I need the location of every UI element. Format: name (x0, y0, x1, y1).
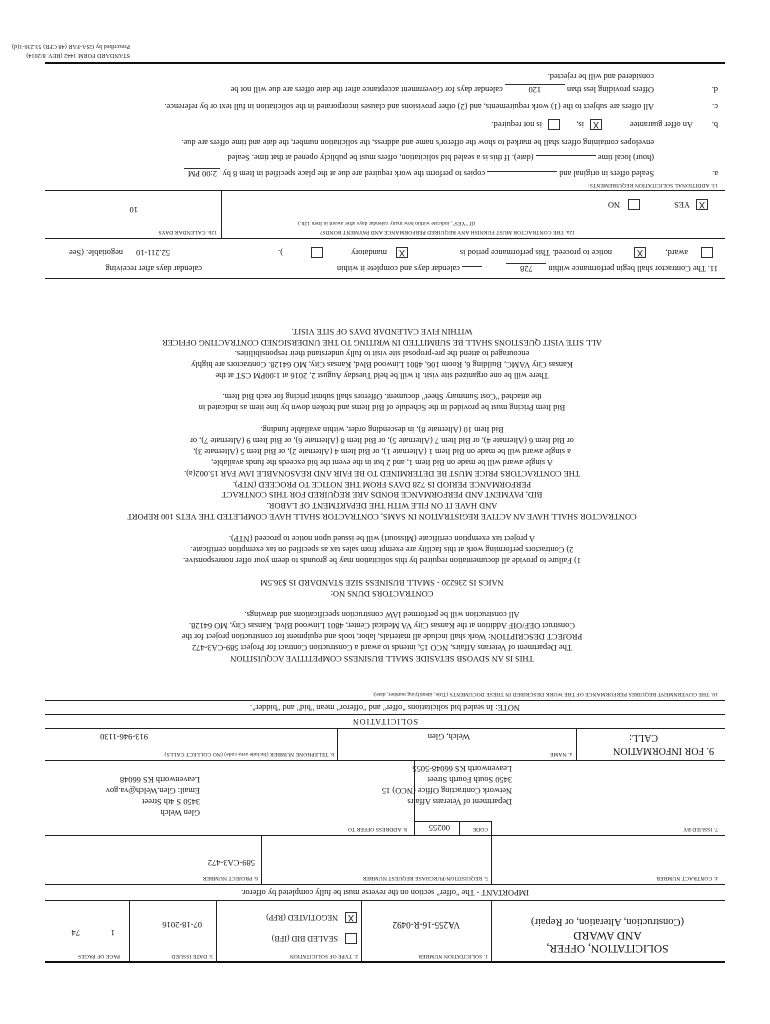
solicitation-text-line: encouraged to attend the pre-proposal site visit to fully understand their responsibilities. (234, 348, 530, 358)
divider (129, 901, 130, 962)
contract-number-label: 4. CONTRACT NUMBER (656, 875, 718, 881)
item13d-line1 (231, 84, 654, 94)
award-checkbox[interactable] (701, 247, 713, 258)
notice-label: notice to proceed. This performance period is (459, 248, 612, 257)
bonds-label: 12a. THE CONTRACTOR MUST FURNISH ANY REQUIRED PERFORMANCE AND PAYMENT BONDS? (319, 229, 575, 235)
negotiated-label: NEGOTIATED (RFP) (266, 913, 338, 922)
solicitation-text-line: the attached "Cost Summary Sheet" document. Offerors shall submit pricing for each Bid Item. (222, 392, 542, 402)
solicitation-text-line (62, 521, 702, 532)
item13a-letter: a. (712, 169, 718, 178)
date-issued: 07-18-2016 (162, 920, 202, 930)
solicitation-text-line: PERFORMANCE PERIOD IS 728 DAYS FROM THE NOTICE TO PROCEED (NTP). (232, 479, 532, 489)
address-line: Department of Veterans Affairs (407, 797, 512, 806)
requisition-number-label: 5. REQUISITION/PURCHASE REQUEST NUMBER (362, 875, 488, 881)
top-border (45, 961, 725, 963)
solicitation-number-label: 1. SOLICITATION NUMBER (418, 953, 488, 959)
negotiable-label: negotiable. (See (69, 248, 123, 257)
solicitation-text-line (62, 380, 702, 391)
sealed-bid-checkbox[interactable] (345, 933, 357, 944)
item13a-line1 (184, 168, 654, 178)
item13c-text: All offers are subject to the (1) work requirements, and (2) other provisions and clauses incorporated in the solicitation in full text or by reference. (164, 102, 654, 111)
guarantee-is-not-label: is not required. (491, 120, 542, 129)
solicitation-text-line (62, 565, 702, 576)
type-label: 2. TYPE OF SOLICITATION (289, 953, 358, 959)
copies-field[interactable] (487, 171, 557, 172)
negotiable-checkbox[interactable] (311, 247, 323, 258)
bonds-yes-label: YES (674, 200, 690, 209)
solicitation-text-line: or Bid Item 6 (Alternate 4), or Bid Item 7 (Alternate 5), or Bid Item 8 (Alternate 6), or Bid Item 9 (Alternate 7), or (190, 435, 574, 445)
solicitation-text-line: A single award will be made on Bid Item 1, and 2 but in the event the bid exceeds the funds available, (211, 457, 553, 467)
address-line: Leavenworth KS 66048 (119, 775, 200, 785)
divider (45, 760, 725, 761)
divider (261, 836, 262, 884)
divider (491, 822, 492, 835)
divider (45, 728, 725, 729)
address-line: Leavenworth KS 66048-5055 (412, 764, 512, 774)
date-issued-label: 3. DATE ISSUED (171, 953, 213, 959)
solicitation-text-line: Kansas City VAMC, Building 6, Room 106, 4801 Linwood Blvd, Kansas City, MO 64128. Contractors are highly (191, 359, 573, 369)
divider (45, 700, 725, 701)
divider (221, 191, 222, 238)
for-information-label: 9. FOR INFORMATION (613, 745, 714, 756)
divider (216, 901, 217, 962)
solicitation-heading: SOLICITATION (351, 717, 419, 726)
divider (45, 278, 725, 279)
bonds-no-label: NO (607, 200, 620, 209)
prescribed-by: Prescribed by GSA-FAR (48 CFR) 53.236-1(d) (11, 43, 130, 49)
guarantee-is-label: is, (576, 120, 584, 129)
divider (459, 822, 460, 835)
divider (576, 729, 577, 760)
acceptance-days[interactable]: 120 (505, 84, 565, 94)
mandatory-checkbox[interactable]: X (396, 247, 408, 258)
solicitation-text-line: WITHIN FIVE CALENDAR DAYS OF SITE VISIT. (291, 326, 473, 336)
solicitation-text-line: AND HAVE IT ON FILE WITH THE DEPARTMENT OF LABOR. (266, 501, 498, 511)
solicitation-text-line: a single award will be made on Bid Item 1 (Alternate 1), or Bid Item 4 (Alternate 2), or Bid Item 5 (Alternate 3), (193, 446, 571, 456)
due-time[interactable]: 2:00 PM (184, 168, 220, 178)
sealed-bid-label: SEALED BID (IFB) (271, 934, 338, 943)
issued-by-label: 7. ISSUED BY (683, 826, 718, 832)
issued-by-address (382, 762, 512, 806)
solicitation-text-line: Bid Item 10 (Alternate 8), in descending order, within available funding. (260, 425, 504, 435)
address-offer-to-label: 8. ADDRESS OFFER TO (347, 826, 407, 832)
solicitation-text-line: Bid Item Pricing must be provided in the Schedule of Bid Items and broken down by line item as indicated in (198, 403, 566, 413)
item11-text-b: calendar days and complete it within (336, 264, 460, 273)
code-label: CODE (472, 826, 488, 832)
negotiated-checkbox[interactable]: X (345, 912, 357, 923)
divider (491, 901, 492, 962)
item13a-text: (date). If this is a sealed bid solicitation, offers must be publicly opened at that time. Sealed (227, 153, 534, 162)
solicitation-text-line: A project tax exemption certificate (Missouri) will be issued upon notice to proceed (NTP). (228, 534, 536, 544)
solicitation-text-line: BID, PAYMENT AND PERFORMANCE BONDS ARE REQUIRED FOR THIS CONTRACT (221, 490, 543, 500)
item13a-line2 (227, 153, 654, 162)
project-number: 589-CA3-472 (207, 858, 255, 868)
calendar-days: 10 (129, 205, 138, 215)
divider (45, 238, 725, 239)
item13a-text: Sealed offers in original and (559, 169, 654, 178)
form-number: STANDARD FORM 1442 (REV. 8/2014) (26, 52, 130, 58)
solicitation-description (62, 325, 702, 663)
guarantee-is-not-checkbox[interactable] (548, 119, 560, 130)
address-offer-to (106, 773, 200, 817)
form-title-line: SOLICITATION, OFFER, (546, 942, 669, 954)
sealed-bid-note: NOTE: In sealed bid solicitations "offer" and "offeror" mean "bid" and "bidder". (250, 703, 520, 712)
item13b-letter: b. (711, 120, 718, 129)
bonds-yes-checkbox[interactable]: X (696, 199, 708, 210)
due-date[interactable] (536, 155, 596, 156)
contact-name: Welch, Glen (427, 732, 470, 742)
item11-line1b (337, 264, 482, 273)
solicitation-text-line: THIS IS AN SDVOSB SETASIDE SMALL BUSINESS COMPETITIVE ACQUISITION (230, 654, 534, 663)
solicitation-text-line: All construction will be performed IAW construction specifications and drawings. (244, 610, 520, 620)
solicitation-text-line: CONTRACTORS DUNS NO: (330, 588, 434, 598)
important-note: IMPORTANT - The "offer" section on the reverse must be fully completed by offeror. (241, 888, 529, 897)
divider (491, 836, 492, 884)
solicitation-text-line: PROJECT DESCRIPTION: Work shall include all materials, labor, tools and equipment for construction project for the (181, 632, 583, 642)
page-of-pages-label: PAGE OF PAGES (78, 953, 120, 959)
address-line: 3450 South Fourth Street (427, 775, 512, 785)
page-number: 1 (110, 928, 115, 938)
item13a-text: (hour) local time (597, 153, 654, 162)
item11-text-c: calendar days after receiving (105, 264, 202, 273)
negotiable-ref: 52.211-10 (136, 248, 170, 257)
item13d-letter: d. (711, 85, 718, 94)
award-label: award, (665, 248, 688, 257)
divider (45, 835, 725, 836)
address-line: Glen Welch (160, 808, 200, 817)
complete-days[interactable] (462, 266, 482, 267)
item11-text-a: 11. The Contractor shall begin performance within (548, 264, 718, 273)
divider (415, 821, 492, 822)
solicitation-text-line (62, 412, 702, 423)
item13a-line3: envelopes containing offers shall be marked to show the offeror's name and address, the solicitation number, the date and time offers are due. (181, 138, 654, 147)
divider (45, 900, 725, 901)
solicitation-text-line: 2) Contractors performing work at this facility are exempt from sales tax as specified on tax exemption certificate. (190, 544, 574, 554)
divider (337, 729, 338, 760)
calendar-days-label: 12b. CALENDAR DAYS (158, 229, 217, 235)
address-line: Email: Glen.Welch@va.gov (105, 786, 200, 796)
offer-guarantee-label: An offer guarantee (629, 120, 693, 129)
guarantee-is-checkbox[interactable]: X (590, 119, 602, 130)
begin-days[interactable]: 728 (506, 263, 546, 273)
solicitation-text-line: CONTRACTOR SHALL HAVE AN ACTIVE REGISTRATION IN SAMS, CONTRACTOR SHALL HAVE COMPLETED THE VETS 100 REPORT (127, 512, 637, 522)
solicitation-text-line: 1) Failure to provide all documentation required by this solicitation may be grounds to deem your offer nonresponsive. (182, 555, 582, 565)
address-line: 3450 S 4th Street (142, 797, 200, 807)
solicitation-text-line (62, 598, 702, 609)
solicitation-text-line: The Department of Veterans Affairs, NCO 15, intends to award a Construction Contract for Project 589-CA3-472 (192, 643, 572, 653)
item13d-text: calendar days for Government acceptance after the date offers are due will not be (230, 85, 503, 94)
page-total: 74 (71, 928, 80, 938)
solicitation-text-line: ALL SITE VISIT QUESTIONS SHALL BE SUBMITTED IN WRITING TO THE UNDERSIGNED CONTRACTING OFFICER (162, 337, 602, 347)
divider (45, 714, 725, 715)
project-number-label: 6. PROJECT NUMBER (202, 875, 258, 881)
item10-label: 10. THE GOVERNMENT REQUIRES PERFORMANCE OF THE WORK DESCRIBED IN THESE DOCUMENTS (Title, identifying number, date): (372, 691, 718, 697)
form-title-line: (Construction, Alteration, or Repair) (530, 916, 685, 927)
close-paren: ). (278, 248, 283, 257)
solicitation-text-line: NAICS IS 236220 - SMALL BUSINESS SIZE STANDARD IS $36.5M (260, 577, 504, 587)
divider (361, 901, 362, 962)
form-title (500, 915, 715, 954)
divider (45, 190, 725, 191)
item11-line1 (506, 263, 718, 273)
form-title-line: AND AWARD (573, 929, 642, 941)
solicitation-number: VA255-16-R-0492 (392, 920, 460, 930)
name-label: a. NAME (549, 751, 572, 757)
address-line: Network Contracting Office (NCO) 15 (381, 786, 512, 796)
bonds-sublabel: (If "YES", indicate within how many calendar days after award in Item 12b.) (298, 220, 475, 226)
mandatory-label: mandatory (351, 248, 387, 257)
telephone-label: b. TELEPHONE NUMBER (Include area code) (NO COLLECT CALLS) (164, 751, 334, 757)
item13d-line2: considered and will be rejected. (547, 72, 654, 81)
divider (45, 884, 725, 885)
bonds-no-checkbox[interactable] (628, 199, 640, 210)
notice-checkbox[interactable]: X (634, 247, 646, 258)
issued-by-code: 00255 (428, 823, 450, 833)
bottom-border (45, 62, 725, 64)
contact-phone: 913-946-1130 (100, 732, 148, 742)
item13a-text: copies to perform the work required are due at the place specified in Item 8 by (222, 169, 486, 178)
solicitation-text-line: Construct OEF/OIF Addition at the Kansas City VA Medical Center, 4801 Linwood Blvd, Kansas City, MO 64128. (189, 621, 575, 631)
item13d-text: Offers providing less than (566, 85, 654, 94)
additional-requirements-label: 13. ADDITIONAL SOLICITATION REQUIREMENTS: (588, 182, 718, 188)
solicitation-text-line: THE CONTRACTORS PRICE MUST BE DETERMINED TO BE FAIR AND REASONABLE IAW FAR 15.002(a). (184, 468, 580, 478)
solicitation-text-line: There will be one organized site visit. It will be held Tuesday August 2, 2016 at 1:00PM CST at the (215, 370, 549, 380)
call-label: CALL: (629, 732, 658, 743)
item13c-letter: c. (712, 102, 718, 111)
